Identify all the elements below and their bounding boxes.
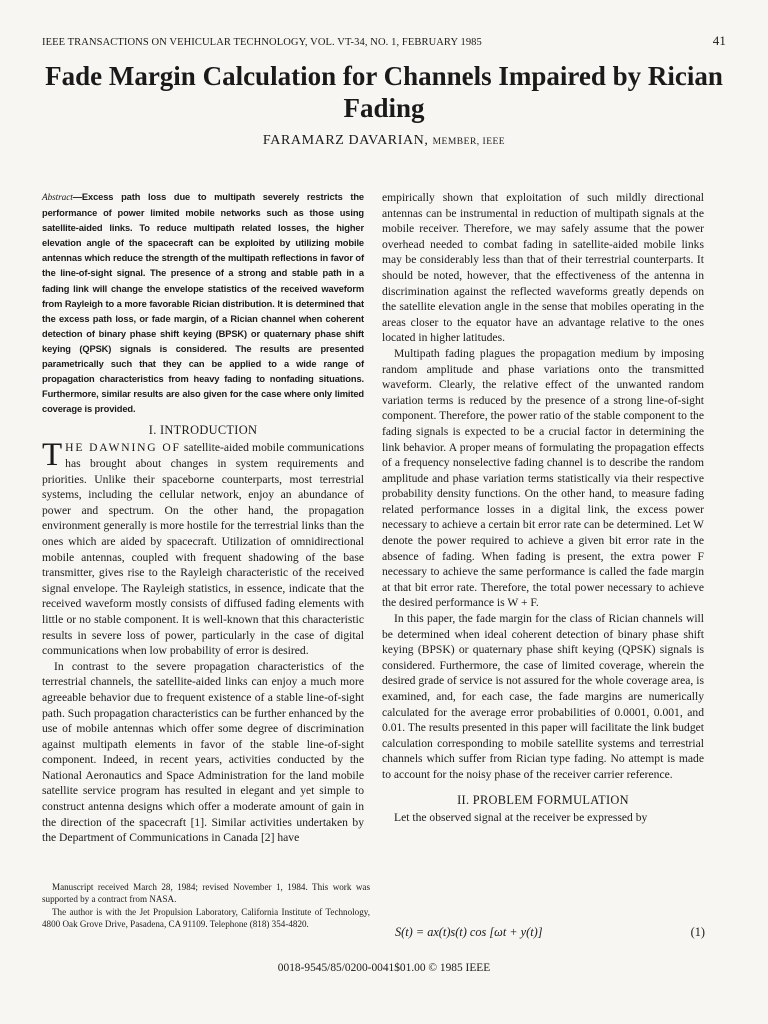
title-line-2: Fading xyxy=(343,93,425,123)
abstract-text: —Excess path loss due to multipath severely restricts the performance of power limited mobile networks such as those using satellite-aided links. To reduce multipath related losses, the higher elevation angle of the spacecraft can be exploited by utilizing mobile antennas which reduce the strength of the multipath reflections in favor of the line-of-sight signal. The presence of a strong and stable path in a fading link will change the envelope statistics of the received waveform from Rayleigh to a more favorable Rician distribution. It is determined that the excess path loss, or fade margin, of a Rician channel when coherent detection of binary phase shift keying (BPSK) or quaternary phase shift keying (QPSK) signals is considered. The results are presented parametrically such that they can be applied to a wide range of propagation characteristics from heavy fading to nonfading situations. Furthermore, similar results are also given for the case where only limited coverage is provided. xyxy=(42,192,364,415)
intro-paragraph-2: In contrast to the severe propagation characteristics of the terrestrial channels, the satellite-aided links can enjoy a much more agreeable behavior due to frequent existence of a stable line-of-sight path. Such propagation characteristics can be further enhanced by the use of mobile antennas which offer some degree of discrimination against multipath elements in favor of the stable line-of-sight component. Indeed, in recent years, activities conducted by the National Aeronautics and Space Administration for the land mobile satellite service program has resulted in elegant and yet simple to construct antenna designs which offer a moderate amount of gain in the direction of the spacecraft [1]. Similar activities undertaken by the Department of Communications in Canada [2] have xyxy=(42,659,364,845)
equation-number: (1) xyxy=(690,925,705,939)
intro-opening-words: HE DAWNING OF xyxy=(65,441,181,455)
drop-cap: T xyxy=(42,437,63,474)
author-affiliation: MEMBER, IEEE xyxy=(432,137,506,147)
abstract-lead: Abstract xyxy=(42,193,73,203)
equation-1 xyxy=(395,925,705,940)
equation-expression: S(t) = ax(t)s(t) cos [ωt + y(t)] xyxy=(395,925,543,939)
author-name: FARAMARZ DAVARIAN, xyxy=(262,133,429,148)
section-heading-introduction: I. INTRODUCTION xyxy=(148,423,258,438)
footnote-manuscript: Manuscript received March 28, 1984; revised November 1, 1984. This work was supported by a contract from NASA. xyxy=(42,882,370,905)
intro-paragraph-3: empirically shown that exploitation of such mildly directional antennas can be instrumental in reduction of multipath signals at the mobile receiver. Therefore, we may safely assume that the power overhead needed to combat fading in satellite-aided mobile links may be considerably less than that of their terrestrial counterparts. It should be noted, however, that the effectiveness of the antenna in discrimination against the reflected waveforms greatly depends on the satellite elevation angle in the sense that mobiles operating in the areas closer to the equator have an advantage relative to the ones located in higher latitudes. xyxy=(382,191,704,345)
right-column xyxy=(382,190,704,825)
paper-title xyxy=(0,60,768,124)
intro-paragraph-1-text: satellite-aided mobile communications has brought about changes in system requirements and priorities. Unlike their spaceborne counterparts, most terrestrial systems, including the cellular network, enjoy an abundance of power and spectrum. On the other hand, the propagation environment generally is more hostile for the terrestrial links than the ones which are aided by spacecraft. Utilization of omnidirectional mobile antennas, coupled with frequent shadowing of the base transmitter, gives rise to the Rayleigh characteristic of the received signal envelope. The Rayleigh statistics, in essence, indicate that the received waveform mostly consists of diffused fading elements with little or no stable component. It is well-known that this characteristic results in severe loss of power, particularly in the case of digital communications when low probability of error is desired. xyxy=(42,441,364,658)
journal-citation: IEEE TRANSACTIONS ON VEHICULAR TECHNOLOGY, VOL. VT-34, NO. 1, FEBRUARY 1985 xyxy=(42,37,482,48)
intro-paragraph-5: In this paper, the fade margin for the class of Rician channels will be determined when ideal coherent detection of binary phase shift keying (BPSK) or quaternary phase shift keying (QPSK) signals is considered. Furthermore, the case of limited coverage, wherein the desired grade of service is not assured for the whole coverage area, is examined, and, for each case, the fade margins are numerically calculated for the average error probabilities of 0.0001, 0.001, and 0.01. The results presented in this paper will facilitate the link budget calculation corresponding to mobile satellite systems and terrestrial channels which suffer from Rician type fading. No attempt is made to account for the noisy phase of the receiver carrier reference. xyxy=(382,612,704,781)
copyright-line: 0018-9545/85/0200-0041$01.00 © 1985 IEEE xyxy=(277,962,491,974)
running-head xyxy=(42,33,726,48)
section-heading-problem-formulation: II. PROBLEM FORMULATION xyxy=(457,792,629,807)
intro-paragraph-1 xyxy=(42,437,364,658)
intro-paragraph-4: Multipath fading plagues the propagation medium by imposing random amplitude and phase variations onto the transmitted waveform. Clearly, the relative effect of the unwanted random variation terms is reduced by the presence of a strong line-of-sight component. Therefore, the power ratio of the stable component to the fading signals is expected to be a crucial factor in determining the link behavior. A proper means of formulating the propagation effects of a frequency nonselective fading channel is to describe the random amplitude and phase variation terms statistically via their respective probability density functions. On the other hand, to measure fading related performance losses in a digital link, the excess power necessary to achieve a certain bit error rate can be determined. Let W denote the power required to achieve a given bit error rate in the absence of fading. When fading is present, the extra power F necessary to achieve the same performance is called the fade margin at that bit error rate. Therefore, the total power necessary to achieve the desired performance is W + F. xyxy=(382,346,704,610)
footnote-author: The author is with the Jet Propulsion Laboratory, California Institute of Technology, 4800 Oak Grove Drive, Pasadena, CA 91109. Telephone (818) 354-4820. xyxy=(42,906,370,929)
page-number: 41 xyxy=(712,33,726,48)
author-line xyxy=(0,133,768,149)
footnotes xyxy=(42,881,370,930)
left-column xyxy=(42,190,364,846)
title-line-1: Fade Margin Calculation for Channels Impaired by Rician xyxy=(45,61,723,91)
problem-formulation-text: Let the observed signal at the receiver be expressed by xyxy=(394,810,648,824)
abstract xyxy=(42,190,364,417)
